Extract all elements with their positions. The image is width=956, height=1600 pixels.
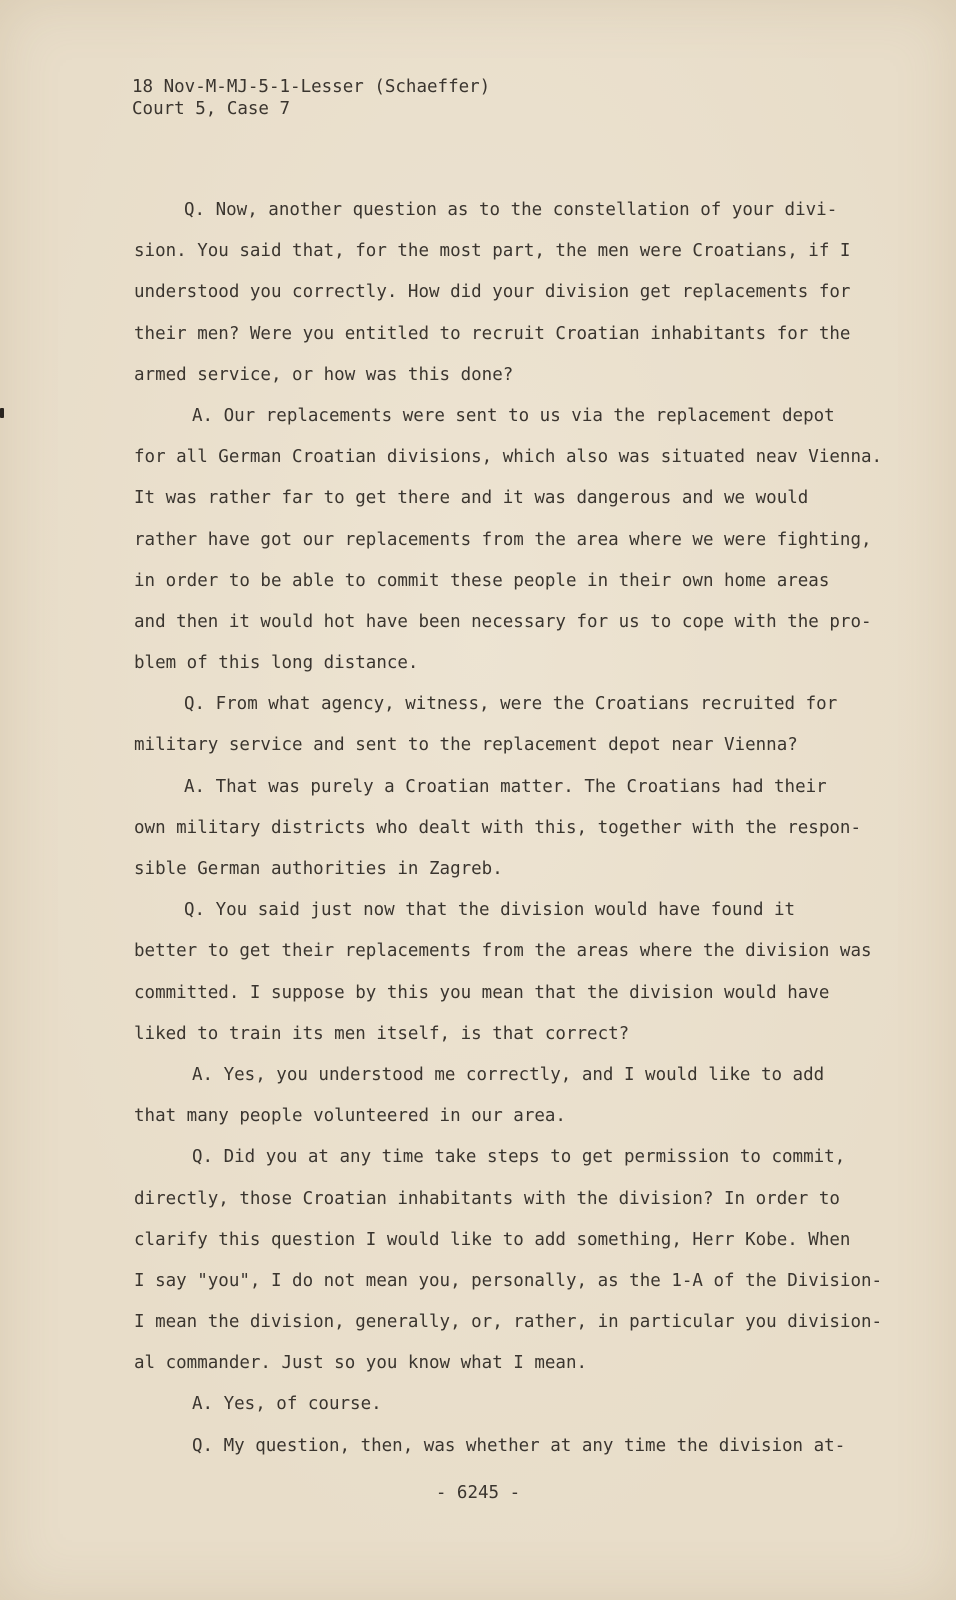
transcript-line: liked to train its men itself, is that correct? [134,1023,630,1044]
transcript-line: A. That was purely a Croatian matter. The Croatians had their [184,776,827,797]
transcript-line: sible German authorities in Zagreb. [134,859,503,879]
transcript-line: A. Yes, you understood me correctly, and I would like to add [192,1064,825,1085]
transcript-line: understood you correctly. How did your division get replacements for [134,282,851,303]
transcript-line: clarify this question I would like to add something, Herr Kobe. When [134,1229,851,1250]
transcript-line: that many people volunteered in our area. [134,1106,566,1127]
transcript-line: directly, those Croatian inhabitants with the division? In order to [134,1188,840,1209]
transcript-line: Q. My question, then, was whether at any time the division at- [192,1435,846,1456]
transcript-line: Q. Now, another question as to the constellation of your divi- [184,200,838,220]
transcript-line: committed. I suppose by this you mean that the division would have [134,982,830,1003]
transcript-line: rather have got our replacements from the area where we were fighting, [134,529,872,550]
transcript-line: I mean the division, generally, or, rather, in particular you division- [134,1312,883,1333]
transcript-body [134,190,883,1467]
transcript-line: blem of this long distance. [134,653,419,674]
header-court-case: Court 5, Case 7 [132,99,291,119]
transcript-line: better to get their replacements from the areas where the division was [134,941,872,962]
document-header [132,76,490,120]
transcript-line: own military districts who dealt with this, together with the respon- [134,817,861,838]
transcript-line: armed service, or how was this done? [134,364,514,385]
transcript-line: sion. You said that, for the most part, the men were Croatians, if I [134,241,851,262]
transcript-line: military service and sent to the replacement depot near Vienna? [134,735,798,756]
transcript-line: al commander. Just so you know what I mean. [134,1353,588,1374]
transcript-line: A. Our replacements were sent to us via the replacement depot [192,405,835,426]
transcript-line: Q. You said just now that the division would have found it [184,900,796,921]
transcript-line: in order to be able to commit these people in their own home areas [134,570,830,591]
page-number: - 6245 - [435,1483,521,1503]
transcript-line: I say "you", I do not mean you, personally, as the 1-A of the Division- [134,1270,883,1291]
transcript-line: A. Yes, of course. [192,1394,382,1415]
transcript-line: Q. Did you at any time take steps to get permission to commit, [192,1147,846,1168]
transcript-line: their men? Were you entitled to recruit Croatian inhabitants for the [134,323,851,344]
header-reference: 18 Nov-M-MJ-5-1-Lesser (Schaeffer) [132,77,491,97]
transcript-line: It was rather far to get there and it was dangerous and we would [134,488,809,509]
transcript-line: and then it would hot have been necessary for us to cope with the pro- [134,611,872,632]
punch-hole-mark [0,408,4,418]
transcript-line: Q. From what agency, witness, were the Croatians recruited for [184,694,838,715]
transcript-line: for all German Croatian divisions, which also was situated neav Vienna. [134,447,883,468]
